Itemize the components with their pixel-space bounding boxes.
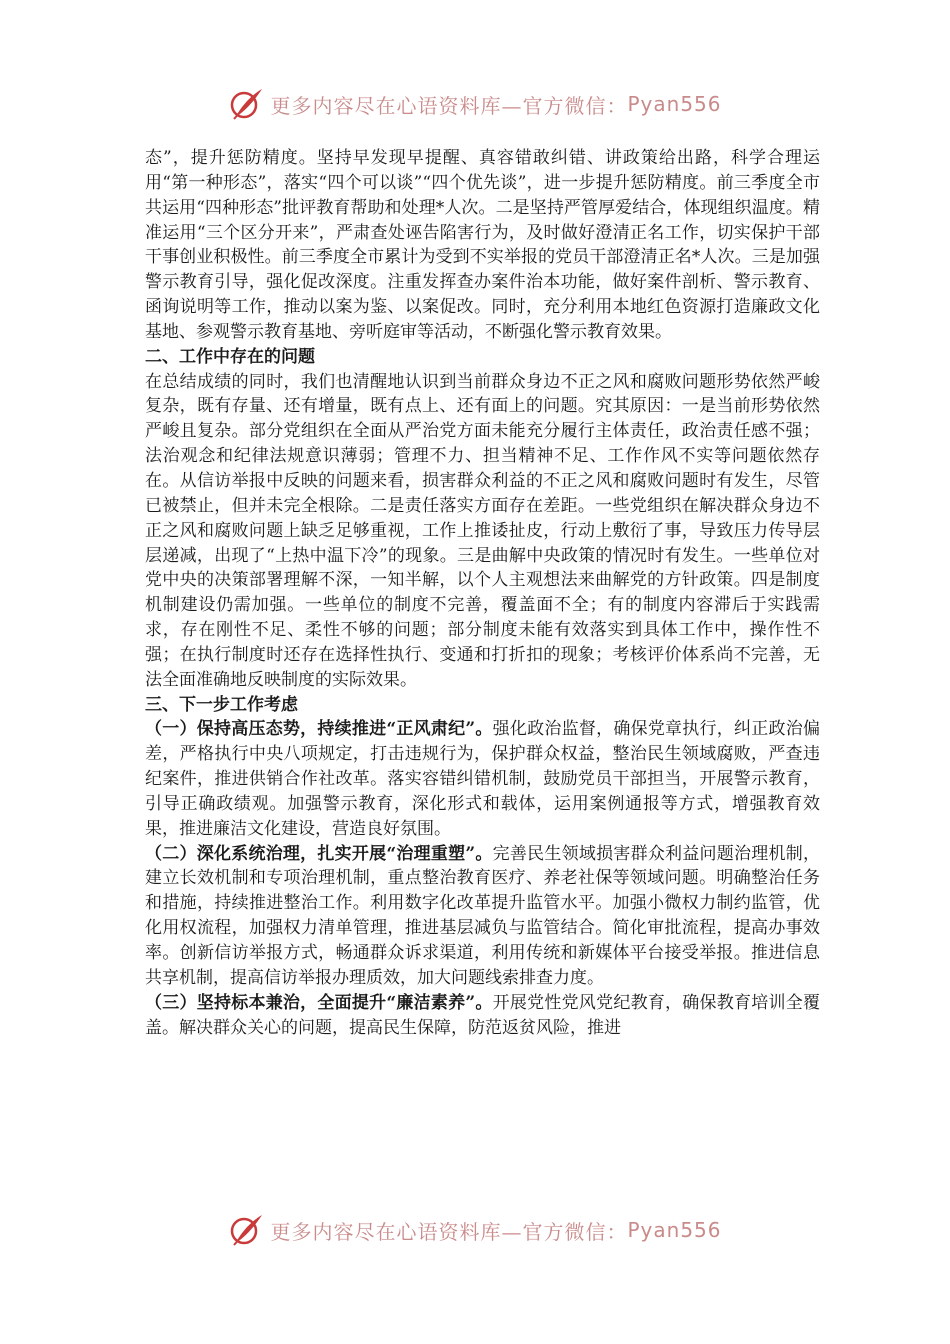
document-body bbox=[145, 146, 820, 1040]
subheading-2: （二）深化系统治理，扎实开展“治理重塑”。 bbox=[145, 843, 493, 864]
watermark-handle: Pyan556 bbox=[627, 1218, 722, 1242]
watermark-handle: Pyan556 bbox=[627, 92, 722, 116]
watermark-header bbox=[0, 84, 950, 124]
paragraph-next-3 bbox=[145, 991, 820, 1041]
watermark-text: 更多内容尽在心语资料库—官方微信： bbox=[270, 93, 628, 118]
section-heading-problems: 二、工作中存在的问题 bbox=[145, 346, 315, 367]
watermark-text: 更多内容尽在心语资料库—官方微信： bbox=[270, 1219, 628, 1244]
paragraph-next-2 bbox=[145, 842, 820, 991]
paragraph-2: 在总结成绩的同时，我们也清醒地认识到当前群众身边不正之风和腐败问题形势依然严峻复杂，既有存量、还有增量，既有点上、还有面上的问题。究其原因：一是当前形势依然严峻且复杂。部分党组织在全面从严治党方面未能充分履行主体责任，政治责任感不强；法治观念和纪律法规意识薄弱；管理不力、担当精神不足、工作作风不实等问题依然存在。从信访举报中反映的问题来看，损害群众利益的不正之风和腐败问题时有发生，尽管已被禁止，但并未完全根除。二是责任落实方面存在差距。一些党组织在解决群众身边不正之风和腐败问题上缺乏足够重视，工作上推诿扯皮，行动上敷衍了事，导致压力传导层层递减，出现了“上热中温下冷”的现象。三是曲解中央政策的情况时有发生。一些单位对党中央的决策部署理解不深，一知半解，以个人主观想法来曲解党的方针政策。四是制度机制建设仍需加强。一些单位的制度不完善，覆盖面不全；有的制度内容滞后于实践需求，存在刚性不足、柔性不够的问题；部分制度未能有效落实到具体工作中，操作性不强；在执行制度时还存在选择性执行、变通和打折扣的现象；考核评价体系尚不完善，无法全面准确地反映制度的实际效果。 bbox=[145, 371, 820, 690]
feather-pen-logo-icon bbox=[228, 1212, 264, 1248]
paragraph-next-2-text: 完善民生领域损害群众利益问题治理机制，建立长效机制和专项治理机制，重点整治教育医疗、养老社保等领域问题。明确整治任务和措施，持续推进整治工作。利用数字化改革提升监管水平。加强小微权力制约监管，优化用权流程，加强权力清单管理，推进基层减负与监管结合。简化审批流程，提高办事效率。创新信访举报方式，畅通群众诉求渠道，利用传统和新媒体平台接受举报。推进信息共享机制，提高信访举报办理质效，加大问题线索排查力度。 bbox=[145, 843, 820, 988]
subheading-3: （三）坚持标本兼治，全面提升“廉洁素养”。 bbox=[145, 992, 493, 1013]
watermark-footer bbox=[0, 1210, 950, 1250]
feather-pen-logo-icon bbox=[228, 86, 264, 122]
subheading-1: （一）保持高压态势，持续推进“正风肃纪”。 bbox=[145, 719, 493, 740]
section-heading-next-steps: 三、下一步工作考虑 bbox=[145, 694, 298, 715]
paragraph-next-3-text: 开展党性党风党纪教育，确保教育培训全覆盖。解决群众关心的问题，提高民生保障，防范返贫风险，推进 bbox=[145, 992, 820, 1038]
paragraph-1: 态”，提升惩防精度。坚持早发现早提醒、真容错敢纠错、讲政策给出路，科学合理运用“第一种形态”，落实“四个可以谈”“四个优先谈”，进一步提升惩防精度。前三季度全市共运用“四种形态”批评教育帮助和处理*人次。二是坚持严管厚爱结合，体现组织温度。精准运用“三个区分开来”，严肃查处诬告陷害行为，及时做好澄清正名工作，切实保护干部干事创业积极性。前三季度全市累计为受到不实举报的党员干部澄清正名*人次。三是加强警示教育引导，强化促改深度。注重发挥查办案件治本功能，做好案件剖析、警示教育、函询说明等工作，推动以案为鉴、以案促改。同时，充分利用本地红色资源打造廉政文化基地、参观警示教育基地、旁听庭审等活动，不断强化警示教育效果。 bbox=[145, 148, 820, 342]
paragraph-next-1 bbox=[145, 717, 820, 841]
paragraph-next-1-text: 强化政治监督，确保党章执行，纠正政治偏差，严格执行中央八项规定，打击违规行为，保护群众权益，整治民生领域腐败，严查违纪案件，推进供销合作社改革。落实容错纠错机制，鼓励党员干部担当，开展警示教育，引导正确政绩观。加强警示教育，深化形式和载体，运用案例通报等方式，增强教育效果，推进廉洁文化建设，营造良好氛围。 bbox=[145, 719, 820, 839]
